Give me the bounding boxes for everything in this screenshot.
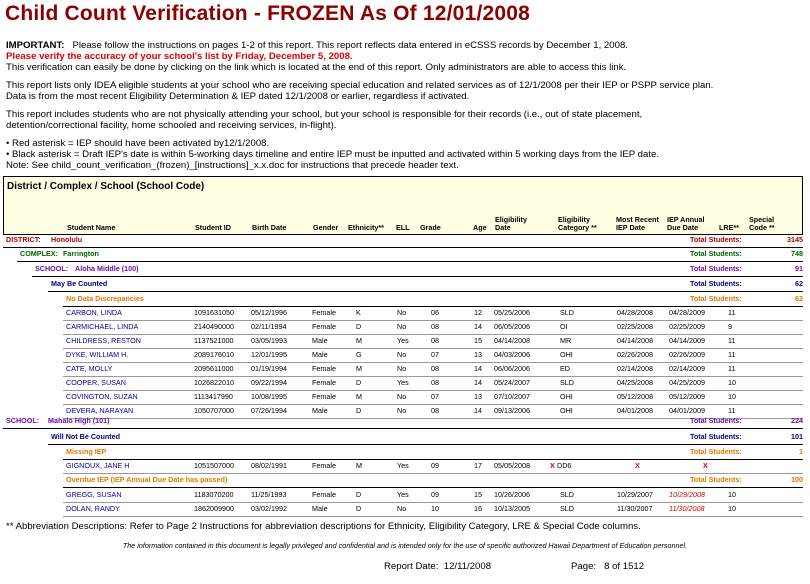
ethnicity: M — [356, 364, 362, 373]
important-text: Please follow the instructions on pages 1-2 of this report. This report reflects data entered in eCSSS records by December 1, 2008. — [72, 40, 628, 51]
age: 15 — [474, 336, 482, 345]
age: 13 — [474, 350, 482, 359]
student-id: 1862009900 — [194, 504, 234, 513]
school-name: Aloha Middle (100) — [75, 264, 139, 273]
grade: 09 — [431, 461, 439, 470]
eligibility-date: 10/13/2005 — [494, 504, 530, 513]
birth-date: 03/05/1993 — [251, 336, 287, 345]
school-total: 91 — [795, 264, 803, 273]
student-name[interactable]: COOPER, SUSAN — [66, 378, 126, 387]
annual-due-date: 05/12/2009 — [669, 392, 705, 401]
gender: Female — [312, 322, 336, 331]
ell: No — [397, 504, 407, 513]
missing-iep-label: Missing IEP — [66, 447, 107, 456]
annual-due-missing-x: X — [703, 461, 708, 470]
eligibility-date: 07/10/2007 — [494, 392, 530, 401]
eligibility-category: ED — [560, 364, 570, 373]
table-row[interactable] — [3, 320, 803, 334]
student-id: 1183070200 — [194, 490, 234, 499]
student-name[interactable]: DOLAN, RANDY — [66, 504, 120, 513]
report-title: Child Count Verification - FROZEN As Of 12/01/2008 — [5, 2, 530, 25]
col-birth-date: Birth Date — [252, 223, 287, 232]
scope-line-1: This report lists only IDEA eligible students at your school who are receiving special education and related services as of 12/1/2008 per their IEP or PSPP service plan. — [6, 80, 714, 91]
grade: 08 — [431, 336, 439, 345]
grade: 08 — [431, 364, 439, 373]
table-row[interactable] — [3, 362, 803, 376]
ell: No — [397, 308, 407, 317]
will-not-be-counted-total-label: Total Students: — [690, 432, 742, 441]
missing-iep-total: 1 — [799, 447, 803, 456]
verify-how: This verification can easily be done by clicking on the link which is located at the end of this report. Only administrators are able to access this link. — [6, 62, 627, 73]
gender: Female — [312, 364, 336, 373]
important-paragraph — [6, 40, 628, 51]
overdue-iep-total: 100 — [791, 475, 803, 484]
table-row[interactable] — [3, 376, 803, 390]
school-row — [3, 414, 803, 428]
verify-deadline: Please verify the accuracy of your school's list by Friday, December 5, 2008. — [6, 51, 353, 62]
school-total: 224 — [791, 416, 803, 425]
complex-total: 748 — [791, 249, 803, 258]
lre: 11 — [728, 350, 736, 359]
table-header — [3, 176, 803, 235]
recent-iep-date: 02/25/2008 — [617, 322, 653, 331]
may-be-counted-row — [3, 277, 803, 291]
gender: Male — [312, 350, 328, 359]
will-not-be-counted-total: 101 — [791, 432, 803, 441]
gender: Female — [312, 490, 336, 499]
col-student-id: Student ID — [195, 223, 231, 232]
age: 12 — [474, 308, 482, 317]
iep-date-missing-x: X — [635, 461, 640, 470]
age: 17 — [474, 461, 482, 470]
eligibility-date: 05/25/2006 — [494, 308, 530, 317]
recent-iep-date: 04/25/2008 — [617, 378, 653, 387]
student-id: 2089176010 — [194, 350, 234, 359]
recent-iep-date: 10/29/2007 — [617, 490, 653, 499]
student-name[interactable]: CARBON, LINDA — [66, 308, 122, 317]
district-total-label: Total Students: — [690, 235, 742, 244]
age: 15 — [474, 490, 482, 499]
table-row[interactable] — [3, 390, 803, 404]
complex-name: Farrington — [63, 249, 99, 258]
student-name[interactable]: GREGG, SUSAN — [66, 490, 122, 499]
birth-date: 08/02/1991 — [251, 461, 287, 470]
birth-date: 02/11/1994 — [251, 322, 287, 331]
birth-date: 05/12/1996 — [251, 308, 287, 317]
recent-iep-date: 04/28/2008 — [617, 308, 653, 317]
complex-row — [3, 247, 803, 261]
gender: Female — [312, 378, 336, 387]
student-id: 1050707000 — [194, 406, 234, 415]
ethnicity: M — [356, 392, 362, 401]
birth-date: 01/19/1994 — [251, 364, 287, 373]
eligibility-date: 06/05/2006 — [494, 322, 530, 331]
page-label: Page: — [571, 561, 597, 572]
eligibility-category: OHI — [560, 406, 573, 415]
ell: No — [397, 364, 407, 373]
annual-due-date: 02/25/2009 — [669, 322, 705, 331]
lre: 11 — [728, 308, 736, 317]
col-eligibility-category: Eligibility Category ** — [558, 215, 597, 232]
grade: 08 — [431, 378, 439, 387]
recent-iep-date: 05/12/2008 — [617, 392, 653, 401]
ethnicity: D — [356, 378, 362, 387]
overdue-iep-label: Overdue IEP (IEP Annual Due Date has passed) — [66, 475, 228, 484]
annual-due-date: 04/28/2009 — [669, 308, 705, 317]
col-age: Age — [473, 223, 487, 232]
grade: 08 — [431, 406, 439, 415]
annual-due-date: 02/26/2009 — [669, 350, 705, 359]
will-not-be-counted-label: Will Not Be Counted — [51, 432, 121, 441]
gender: Female — [312, 308, 336, 317]
lre: 11 — [728, 406, 736, 415]
school-row — [3, 262, 803, 276]
eligibility-date: 04/03/2006 — [494, 350, 530, 359]
page-number — [571, 561, 644, 572]
overdue-iep-total-label: Total Students: — [690, 475, 742, 484]
birth-date: 11/25/1993 — [251, 490, 287, 499]
student-name[interactable]: CARMICHAEL, LINDA — [66, 322, 139, 331]
school-total-label: Total Students: — [690, 416, 742, 425]
recent-iep-date: 02/26/2008 — [617, 350, 653, 359]
grade: 10 — [431, 504, 439, 513]
ethnicity: D — [356, 504, 362, 513]
student-name[interactable]: DYKE, WILLIAM H. — [66, 350, 129, 359]
school-name: Mahalo High (101) — [48, 416, 110, 425]
lre: 10 — [728, 490, 736, 499]
ell: Yes — [397, 378, 409, 387]
table-row[interactable] — [3, 348, 803, 362]
ell: Yes — [397, 461, 409, 470]
table-row[interactable] — [3, 334, 803, 348]
no-discrepancies-total-label: Total Students: — [690, 294, 742, 303]
group-label: District / Complex / School (School Code) — [7, 181, 205, 192]
eligibility-date: 09/13/2006 — [494, 406, 530, 415]
black-asterisk-note: • Black asterisk = Draft IEP's date is within 5-working days timeline and entire IEP must be inputted and activated within 5 working days from the IEP date. — [6, 149, 660, 160]
gender: Female — [312, 392, 336, 401]
gender: Female — [312, 461, 336, 470]
age: 14 — [474, 406, 482, 415]
ethnicity: M — [356, 461, 362, 470]
eligibility-category: OHI — [560, 392, 573, 401]
ethnicity: D — [356, 322, 362, 331]
eligibility-category: DD6 — [557, 461, 572, 470]
scope-line-2: Data is from the most recent Eligibility Determination & IEP dated 12/1/2008 or earlier, regardless if activated. — [6, 91, 470, 102]
gender: Male — [312, 336, 328, 345]
grade: 07 — [431, 350, 439, 359]
instructions-file-note: Note: See child_count_verification_(frozen)_[instructions]_x.x.doc for instructions that precede header text. — [6, 160, 459, 171]
ethnicity: D — [356, 490, 362, 499]
ethnicity: D — [356, 406, 362, 415]
birth-date: 12/01/1995 — [251, 350, 287, 359]
report-date-label: Report Date: — [384, 561, 439, 572]
student-name[interactable]: COVINGTON, SUZAN — [66, 392, 138, 401]
eligibility-date: 06/06/2006 — [494, 364, 530, 373]
school-total-label: Total Students: — [690, 264, 742, 273]
missing-iep-total-label: Total Students: — [690, 447, 742, 456]
eligibility-date: 10/26/2006 — [494, 490, 530, 499]
page-value: 8 of 1512 — [604, 561, 645, 572]
district-label: DISTRICT: — [6, 235, 41, 244]
eligibility-category: MR — [560, 336, 572, 345]
age: 13 — [474, 392, 482, 401]
student-id: 1026822010 — [194, 378, 234, 387]
annual-due-date: 02/14/2009 — [669, 364, 705, 373]
ethnicity: M — [356, 336, 362, 345]
ell: No — [397, 392, 407, 401]
ell: Yes — [397, 490, 409, 499]
lre: 9 — [728, 322, 732, 331]
col-lre: LRE** — [719, 223, 739, 232]
report-date-value: 12/11/2008 — [443, 561, 492, 572]
grade: 09 — [431, 490, 439, 499]
gender: Male — [312, 504, 328, 513]
col-grade: Grade — [420, 223, 441, 232]
no-discrepancies-total: 62 — [795, 294, 803, 303]
recent-iep-date: 04/01/2008 — [617, 406, 653, 415]
lre: 10 — [728, 378, 736, 387]
student-id: 2095611000 — [194, 364, 234, 373]
eligibility-category: SLD — [560, 490, 574, 499]
may-be-counted-total: 62 — [795, 279, 803, 288]
birth-date: 10/08/1995 — [251, 392, 287, 401]
table-row[interactable] — [3, 502, 803, 516]
missing-x-mark: X — [550, 461, 555, 470]
student-id: 1091631050 — [194, 308, 234, 317]
will-not-be-counted-row — [3, 430, 803, 444]
birth-date: 09/22/1994 — [251, 378, 287, 387]
grade: 07 — [431, 392, 439, 401]
age: 16 — [474, 504, 482, 513]
recent-iep-date: 11/30/2007 — [617, 504, 653, 513]
complex-total-label: Total Students: — [690, 249, 742, 258]
annual-due-date: 11/30/2008 — [669, 504, 705, 513]
eligibility-date: 05/24/2007 — [494, 378, 530, 387]
col-special-code: Special Code ** — [749, 215, 775, 232]
red-asterisk-note: • Red asterisk = IEP should have been activated by12/1/2008. — [6, 138, 270, 149]
age: 14 — [474, 322, 482, 331]
student-name[interactable]: CATE, MOLLY — [66, 364, 113, 373]
school-label: SCHOOL: — [35, 264, 69, 273]
eligibility-category: SLD — [560, 378, 574, 387]
gender: Male — [312, 406, 328, 415]
col-ell: ELL — [396, 223, 410, 232]
col-ethnicity: Ethnicity** — [348, 223, 384, 232]
ethnicity: G — [356, 350, 362, 359]
student-id: 1137521000 — [194, 336, 234, 345]
ethnicity: K — [356, 308, 361, 317]
ell: No — [397, 406, 407, 415]
district-row — [3, 233, 803, 247]
confidentiality-disclaimer: The information contained in this document is legally privileged and confidential and is intended only for the use of specific authorized Hawaii Department of Education personnel. — [122, 541, 688, 550]
complex-label: COMPLEX: — [20, 249, 58, 258]
eligibility-date: 04/14/2008 — [494, 336, 530, 345]
school-label: SCHOOL: — [6, 416, 40, 425]
birth-date: 07/26/1994 — [251, 406, 287, 415]
no-discrepancies-row — [3, 292, 803, 306]
abbreviation-note: ** Abbreviation Descriptions: Refer to Page 2 Instructions for abbreviation descriptions for Ethnicity, Eligibility Category, LRE & Special Code columns. — [6, 521, 641, 532]
recent-iep-date: 04/14/2008 — [617, 336, 653, 345]
eligibility-category: OHI — [560, 350, 573, 359]
important-label: IMPORTANT: — [6, 40, 65, 51]
includes-line-1: This report includes students who are not physically attending your school, but your school is responsible for their records (i.e., out of state placement, — [6, 109, 643, 120]
table-row[interactable] — [3, 306, 803, 320]
lre: 10 — [728, 504, 736, 513]
eligibility-category: OI — [560, 322, 568, 331]
col-eligibility-date: Eligibility Date — [495, 215, 527, 232]
report-date — [384, 561, 491, 572]
age: 14 — [474, 364, 482, 373]
col-gender: Gender — [313, 223, 339, 232]
district-total: 3145 — [787, 235, 803, 244]
ell: No — [397, 322, 407, 331]
student-name[interactable]: GIGNOUX, JANE H — [66, 461, 130, 470]
no-discrepancies-label: No Data Discrepancies — [66, 294, 144, 303]
overdue-iep-row — [3, 473, 803, 487]
ell: No — [397, 350, 407, 359]
age: 14 — [474, 378, 482, 387]
student-id: 1051507000 — [194, 461, 234, 470]
annual-due-date: 04/01/2009 — [669, 406, 705, 415]
may-be-counted-total-label: Total Students: — [690, 279, 742, 288]
eligibility-date: 05/05/2008 — [494, 461, 530, 470]
annual-due-date: 10/29/2008 — [669, 490, 705, 499]
table-row[interactable] — [3, 488, 803, 502]
recent-iep-date: 02/14/2008 — [617, 364, 653, 373]
grade: 06 — [431, 308, 439, 317]
birth-date: 03/02/1992 — [251, 504, 287, 513]
row-divider — [63, 516, 803, 517]
eligibility-category: SLD — [560, 504, 574, 513]
student-id: 1113417990 — [194, 392, 233, 401]
district-name: Honolulu — [51, 235, 83, 244]
student-id: 2140490000 — [194, 322, 234, 331]
col-annual-due-date: IEP Annual Due Date — [667, 215, 705, 232]
missing-iep-row — [3, 445, 803, 459]
ell: Yes — [397, 336, 409, 345]
table-row[interactable] — [3, 459, 803, 473]
annual-due-date: 04/25/2009 — [669, 378, 705, 387]
eligibility-category: SLD — [560, 308, 574, 317]
col-student-name: Student Name — [67, 223, 116, 232]
grade: 08 — [431, 322, 439, 331]
lre: 10 — [728, 392, 736, 401]
col-recent-iep-date: Most Recent IEP Date — [616, 215, 659, 232]
lre: 11 — [728, 364, 736, 373]
annual-due-date: 04/14/2009 — [669, 336, 705, 345]
lre: 11 — [728, 336, 736, 345]
student-name[interactable]: CHILDRESS, RESTON — [66, 336, 141, 345]
student-name[interactable]: DEVERA, NARAYAN — [66, 406, 134, 415]
may-be-counted-label: May Be Counted — [51, 279, 108, 288]
includes-line-2: detention/correctional facility, home schooled and receiving services, in-flight). — [6, 120, 337, 131]
